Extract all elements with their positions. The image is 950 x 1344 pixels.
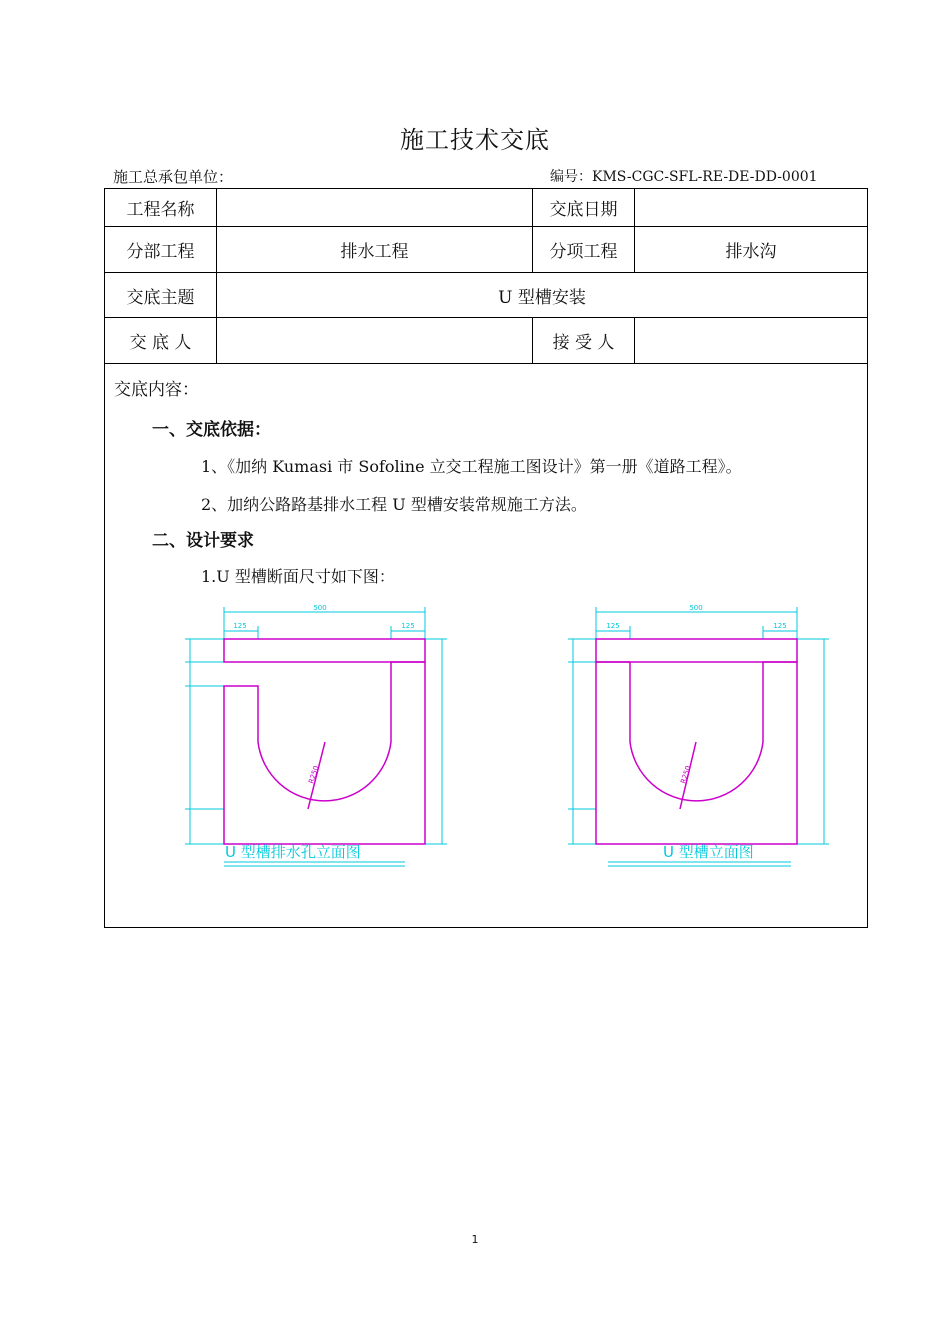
- section2-title: 二、设计要求: [152, 531, 254, 551]
- content-heading: 交底内容：: [114, 380, 199, 400]
- contractor-label: 施工总承包单位：: [113, 168, 234, 186]
- dimension-label: 500: [313, 604, 327, 612]
- page-number: 1: [471, 1233, 479, 1246]
- receiver-label: 接 受 人: [552, 333, 615, 353]
- dimension-label: 125: [233, 622, 247, 630]
- left-figure-caption: U 型槽排水孔立面图: [225, 843, 361, 861]
- division-value: 排水工程: [340, 242, 409, 262]
- section1-item1: 1、《加纳 Kumasi 市 Sofoline 立交工程施工图设计》第一册《道路工程》。: [201, 457, 742, 476]
- disclosure-form: [104, 188, 868, 928]
- project-name-label: 工程名称: [126, 200, 195, 220]
- dimension-label: 500: [689, 604, 703, 612]
- radius-label: R250: [679, 764, 693, 785]
- section1-title: 一、交底依据：: [152, 420, 271, 440]
- date-value: [635, 189, 867, 226]
- right-figure-caption: U 型槽立面图: [663, 843, 754, 861]
- discloser-label: 交 底 人: [129, 333, 192, 353]
- receiver-value: [635, 318, 867, 363]
- section1-item2: 2、加纳公路路基排水工程 U 型槽安装常规施工方法。: [201, 495, 587, 514]
- dimension-label: 125: [773, 622, 787, 630]
- document-code: 编号：KMS-CGC-SFL-RE-DE-DD-0001: [550, 169, 818, 185]
- subitem-label: 分项工程: [549, 242, 618, 262]
- topic-label: 交底主题: [126, 287, 195, 308]
- u-trough-elevation-drawing: [553, 604, 833, 884]
- row-divider: [105, 363, 867, 364]
- u-trough-drain-hole-elevation-drawing: [180, 604, 450, 884]
- dimension-label: 125: [606, 622, 620, 630]
- section2-item1: 1.U 型槽断面尺寸如下图：: [201, 567, 395, 586]
- document-title: 施工技术交底: [400, 126, 550, 154]
- date-label: 交底日期: [549, 200, 618, 220]
- discloser-value: [217, 318, 532, 363]
- subitem-value: 排水沟: [725, 242, 777, 262]
- project-name-value: [217, 189, 532, 226]
- dimension-label: 125: [401, 622, 415, 630]
- division-label: 分部工程: [126, 242, 195, 262]
- radius-label: R250: [307, 764, 321, 785]
- topic-value: U 型槽安装: [498, 287, 586, 308]
